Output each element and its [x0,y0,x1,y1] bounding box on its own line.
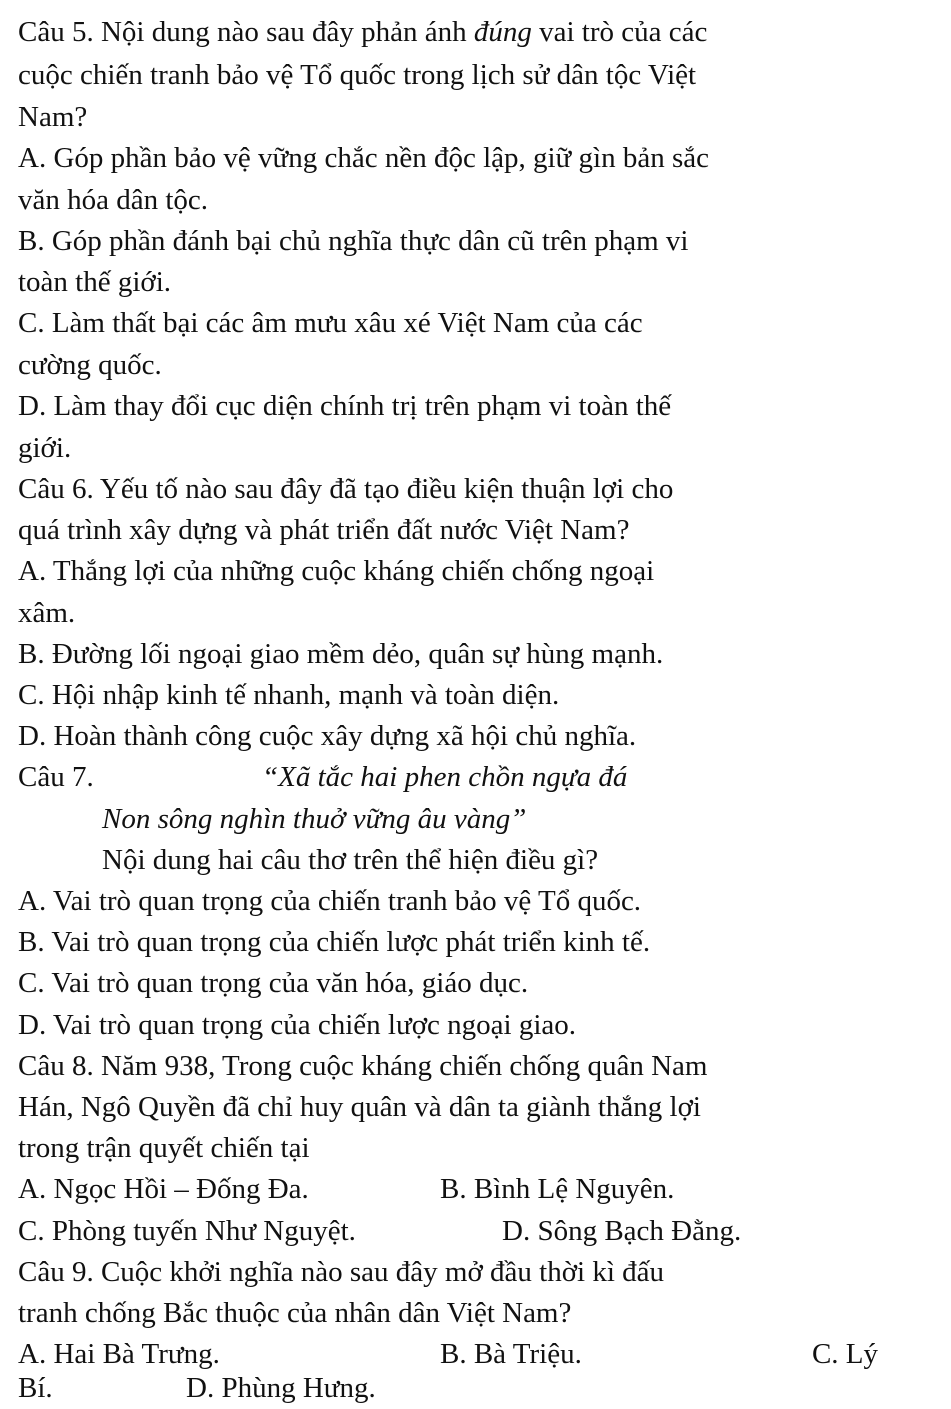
q8-stem-line-2: Hán, Ngô Quyền đã chỉ huy quân và dân ta giành thắng lợi [18,1091,701,1123]
q5-option-b: B. Góp phần đánh bại chủ nghĩa thực dân cũ trên phạm vi [18,225,689,257]
q6-option-d: D. Hoàn thành công cuộc xây dựng xã hội chủ nghĩa. [18,720,637,752]
q9-option-c: C. Lý [811,1338,878,1370]
q5-option-c-cont: cường quốc. [18,349,162,381]
q5-option-a-cont: văn hóa dân tộc. [18,184,209,216]
q6-option-a-cont: xâm. [18,597,76,629]
q6-option-a: A. Thắng lợi của những cuộc kháng chiến chống ngoại [18,555,655,587]
q9-option-b: B. Bà Triệu. [440,1338,582,1370]
q9-option-c-cont: Bí. [18,1372,53,1404]
q9-option-d: D. Phùng Hưng. [186,1372,376,1404]
q7-poem-line-1: “Xã tắc hai phen chồn ngựa đá [262,761,628,793]
q5-stem-line-1 [18,12,707,52]
q7-option-b: B. Vai trò quan trọng của chiến lược phát triển kinh tế. [18,926,651,958]
q5-stem-part-2: vai trò của các [531,16,708,48]
q5-option-d-cont: giới. [18,432,72,464]
q5-stem-line-3: Nam? [18,101,88,133]
q8-option-b: B. Bình Lệ Nguyên. [440,1173,675,1205]
q5-stem-line-2: cuộc chiến tranh bảo vệ Tổ quốc trong lịch sử dân tộc Việt [18,59,697,91]
q5-option-d: D. Làm thay đổi cục diện chính trị trên phạm vi toàn thế [18,390,672,422]
q9-stem-line-1: Câu 9. Cuộc khởi nghĩa nào sau đây mở đầu thời kì đấu [18,1256,665,1288]
q5-option-c: C. Làm thất bại các âm mưu xâu xé Việt Nam của các [18,307,643,339]
q7-question: Nội dung hai câu thơ trên thể hiện điều gì? [102,844,599,876]
q8-stem-line-3: trong trận quyết chiến tại [18,1132,310,1164]
q8-options-row-1 [18,1169,880,1209]
q6-option-b: B. Đường lối ngoại giao mềm dẻo, quân sự hùng mạnh. [18,638,664,670]
q5-option-a: A. Góp phần bảo vệ vững chắc nền độc lập, giữ gìn bản sắc [18,142,709,174]
q8-stem-line-1: Câu 8. Năm 938, Trong cuộc kháng chiến chống quân Nam [18,1050,708,1082]
q5-option-b-cont: toàn thế giới. [18,266,172,298]
q9-option-a: A. Hai Bà Trưng. [18,1338,220,1370]
q9-options-row-2 [18,1368,878,1408]
q6-option-c: C. Hội nhập kinh tế nhanh, mạnh và toàn diện. [18,679,560,711]
q7-poem-line-2: Non sông nghìn thuở vững âu vàng” [102,803,527,835]
q8-option-c: C. Phòng tuyến Như Nguyệt. [18,1215,356,1247]
q7-option-c: C. Vai trò quan trọng của văn hóa, giáo dục. [18,967,529,999]
q8-option-d: D. Sông Bạch Đằng. [502,1215,742,1247]
q8-option-a: A. Ngọc Hồi – Đống Đa. [18,1173,309,1205]
q9-stem-line-2: tranh chống Bắc thuộc của nhân dân Việt Nam? [18,1297,572,1329]
q5-stem-part-1: Câu 5. Nội dung nào sau đây phản ánh [18,16,474,48]
q5-stem-emphasis: đúng [473,16,532,48]
q7-option-d: D. Vai trò quan trọng của chiến lược ngoại giao. [18,1009,577,1041]
q8-options-row-2 [18,1211,880,1251]
q6-stem-line-2: quá trình xây dựng và phát triển đất nước Việt Nam? [18,514,630,546]
q7-option-a: A. Vai trò quan trọng của chiến tranh bảo vệ Tổ quốc. [18,885,642,917]
q7-label: Câu 7. [18,761,94,793]
q7-label-line [18,757,628,797]
q6-stem-line-1: Câu 6. Yếu tố nào sau đây đã tạo điều kiện thuận lợi cho [18,473,674,505]
